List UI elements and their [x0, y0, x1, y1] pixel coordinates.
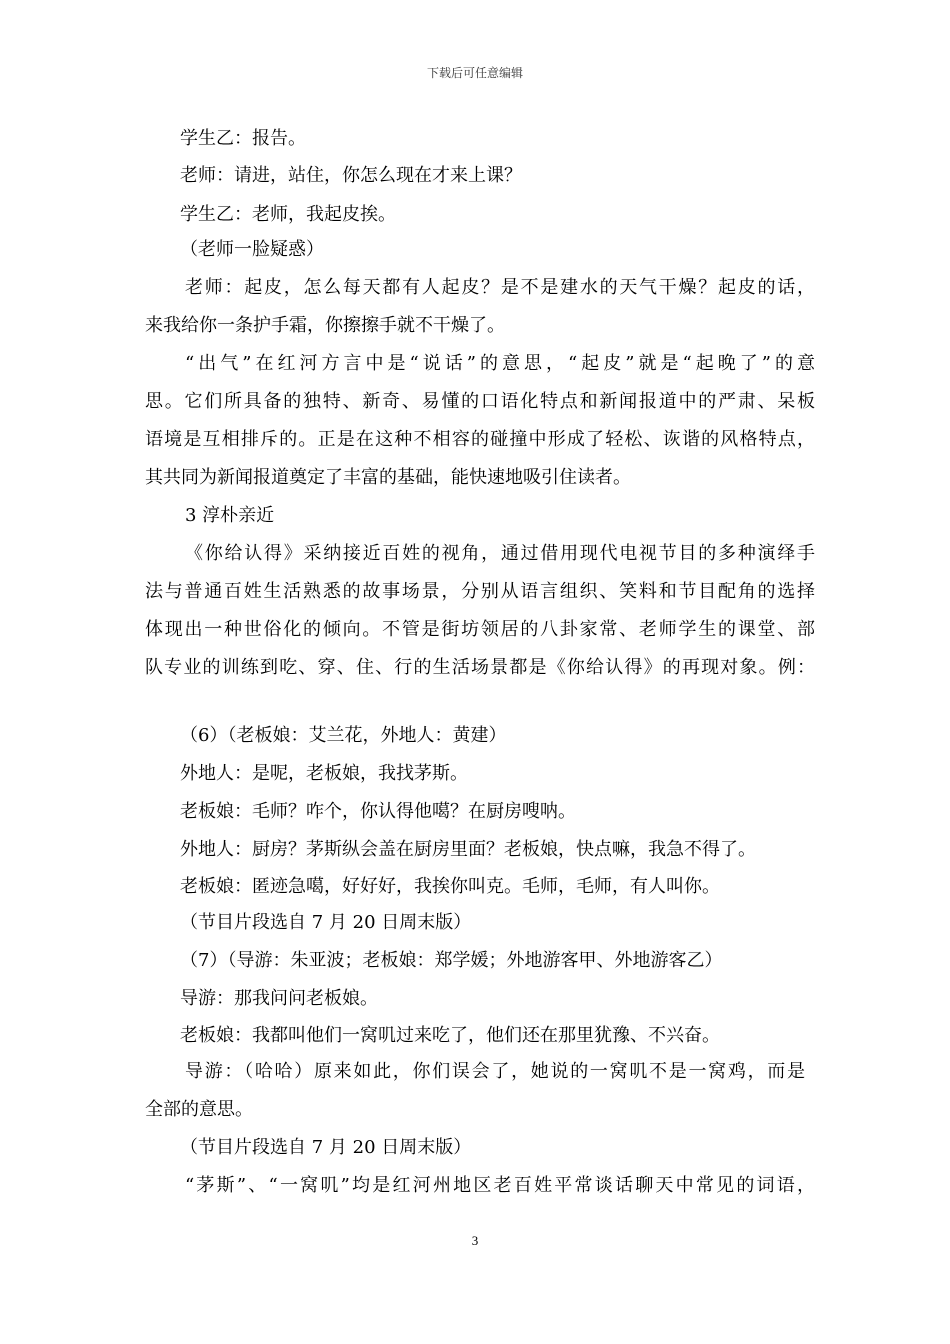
text-line: 其共同为新闻报道奠定了丰富的基础，能快速地吸引住读者。 — [145, 467, 631, 488]
text-line: “出气”在红河方言中是“说话”的意思，“起皮”就是“起晚了”的意 — [185, 353, 815, 374]
text-line: 老板娘：匿迹急噶，好好好，我挨你叫克。毛师，毛师，有人叫你。 — [180, 876, 720, 897]
text-line: 老师：起皮，怎么每天都有人起皮？是不是建水的天气干燥？起皮的话， — [185, 277, 815, 298]
text-line: （7）（导游：朱亚波；老板娘：郑学媛；外地游客甲、外地游客乙） — [180, 950, 723, 971]
text-line: 老板娘：我都叫他们一窝叽过来吃了，他们还在那里犹豫、不兴奋。 — [180, 1025, 720, 1046]
text-line: 思。它们所具备的独特、新奇、易懂的口语化特点和新闻报道中的严肃、呆板 — [145, 391, 815, 412]
text-line: 全部的意思。 — [145, 1099, 253, 1120]
text-line: 导游：（哈哈）原来如此，你们误会了，她说的一窝叽不是一窝鸡，而是 — [185, 1061, 805, 1082]
text-line: 来我给你一条护手霜，你擦擦手就不干燥了。 — [145, 315, 505, 336]
text-line: “茅斯”、“一窝叽”均是红河州地区老百姓平常谈话聊天中常见的词语， — [185, 1175, 815, 1196]
text-line: 队专业的训练到吃、穿、住、行的生活场景都是《你给认得》的再现对象。例： — [145, 657, 815, 678]
text-line: 法与普通百姓生活熟悉的故事场景，分别从语言组织、笑料和节目配角的选择 — [145, 581, 815, 602]
text-line: 老板娘：毛师？咋个，你认得他噶？在厨房嗖呐。 — [180, 801, 576, 822]
text-line: 学生乙：报告。 — [180, 128, 306, 149]
text-line: 《你给认得》采纳接近百姓的视角，通过借用现代电视节目的多种演绎手 — [185, 543, 815, 564]
text-line: 外地人：是呢，老板娘，我找茅斯。 — [180, 763, 468, 784]
text-line: （老师一脸疑惑） — [180, 239, 324, 260]
text-line: 导游：那我问问老板娘。 — [180, 988, 378, 1009]
text-line: （6）（老板娘：艾兰花，外地人：黄建） — [180, 725, 507, 746]
page-number: 3 — [471, 1233, 479, 1248]
text-line: 语境是互相排斥的。正是在这种不相容的碰撞中形成了轻松、诙谐的风格特点， — [145, 429, 815, 450]
text-line: 体现出一种世俗化的倾向。不管是街坊领居的八卦家常、老师学生的课堂、部 — [145, 619, 815, 640]
text-line: 老师：请进，站住，你怎么现在才来上课？ — [180, 165, 522, 186]
text-line: 学生乙：老师，我起皮挨。 — [180, 204, 396, 225]
text-line: 外地人：厨房？茅斯纵会盖在厨房里面？老板娘，快点嘛，我急不得了。 — [180, 839, 756, 860]
page-header: 下载后可任意编辑 — [426, 66, 523, 80]
text-line: （节目片段选自 7 月 20 日周末版） — [180, 912, 472, 933]
section-heading: 3 淳朴亲近 — [185, 505, 275, 526]
text-line: （节目片段选自 7 月 20 日周末版） — [180, 1137, 472, 1158]
